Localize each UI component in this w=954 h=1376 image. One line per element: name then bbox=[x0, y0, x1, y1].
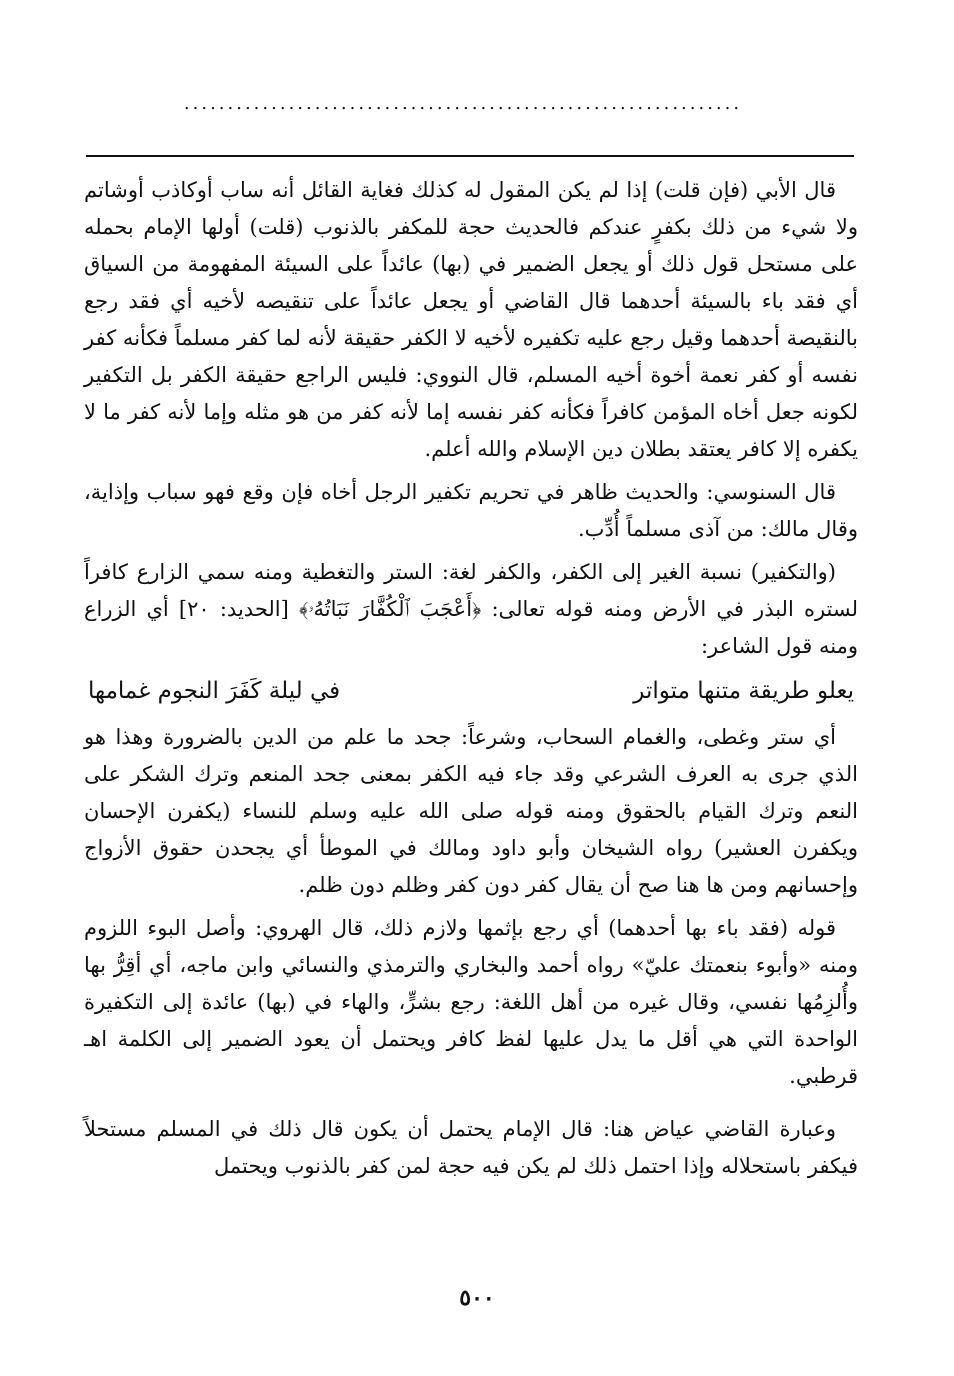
paragraph-sharia-definition: أي ستر وغطى، والغمام السحاب، وشرعاً: جحد ما علم من الدين بالضرورة وهذا هو الذي جرى به العرف الشرعي وقد جاء فيه الكفر بمعنى جحد المنعم وترك الشكر على النعم وترك القيام بالحقوق ومنه قوله صلى الله عليه وسلم للنساء (يكفرن الإحسان ويكفرن العشير) رواه الشيخان وأبو داود ومالك في الموطأ أي يجحدن حقوق الأزواج وإحسانهم ومن ها هنا صح أن يقال كفر دون كفر وظلم دون ظلم. bbox=[84, 725, 858, 897]
verse-second-hemistich: في ليلة كَفَرَ النجوم غمامها bbox=[88, 678, 341, 704]
poetry-verse bbox=[84, 671, 858, 711]
paragraph-baa-meaning: قوله (فقد باء بها أحدهما) أي رجع بإثمها ولازم ذلك، قال الهروي: وأصل البوء اللزوم ومنه «وأبوء بنعمتك عليّ» رواه أحمد والبخاري والترمذي والنسائي وابن ماجه، أي أقِرُّ بها وأُلزِمُها نفسي، وقال غيره من أهل اللغة: رجع بشرٍّ، والهاء في (بها) عائدة إلى التكفيرة الواحدة التي هي أقل ما يدل عليها لفظ كافر ويحتمل أن يعود الضمير إلى الكلمة اهـ قرطبي. bbox=[84, 916, 859, 1088]
header-rule bbox=[86, 155, 854, 157]
page-number: ٥٠٠ bbox=[459, 1285, 495, 1311]
paragraph-ubbi: قال الأبي (فإن قلت) إذا لم يكن المقول له كذلك فغاية القائل أنه ساب أوكاذب أوشاتم ولا شيء من ذلك بكفرٍ عندكم فالحديث حجة للمكفر بالذنوب (قلت) أولها الإمام بحمله على مستحل قول ذلك أو يجعل الضمير في (بها) عائداً على السيئة المفهومة من السياق أي فقد باء بالسيئة أحدهما قال القاضي أو يجعل عائداً على تنقيصه لأخيه أي فقد رجع بالنقيصة أحدهما وقيل رجع عليه تكفيره لأخيه لا الكفر حقيقة لأنه لما كفر مسلماً فكأنه كفر نفسه أو كفر نعمة أخوة أخيه المسلم، قال النووي: فليس الراجع حقيقة الكفر بل التكفير لكونه جعل أخاه المؤمن كافراً فكأنه كفر نفسه إما لأنه كفر من هو مثله وإما لأنه كفر ما لا يكفره إلا كافر يعتقد بطلان دين الإسلام والله أعلم. bbox=[84, 178, 858, 461]
paragraph-qadi-iyad: وعبارة القاضي عياض هنا: قال الإمام يحتمل أن يكون قال ذلك في المسلم مستحلاً فيكفر باستحلاله وإذا احتمل ذلك لم يكن فيه حجة لمن كفر بالذنوب ويحتمل bbox=[84, 1117, 858, 1178]
paragraph-sanusi: قال السنوسي: والحديث ظاهر في تحريم تكفير الرجل أخاه فإن وقع فهو سباب وإذاية، وقال مالك: من آذى مسلماً أُدِّب. bbox=[84, 480, 858, 541]
verse-first-hemistich: يعلو طريقة متنها متواتر bbox=[633, 678, 854, 704]
header-dotted-line: ................................................................ bbox=[183, 94, 743, 114]
paragraph-takfir-definition: (والتكفير) نسبة الغير إلى الكفر، والكفر لغة: الستر والتغطية ومنه سمي الزارع كافراً لستره البذر في الأرض ومنه قوله تعالى: ﴿أَعْجَبَ ٱلْكُفَّارَ نَبَاتُهُۥ﴾ [الحديد: ٢٠] أي الزراع ومنه قول الشاعر: bbox=[84, 560, 859, 658]
page-body bbox=[84, 172, 858, 1191]
